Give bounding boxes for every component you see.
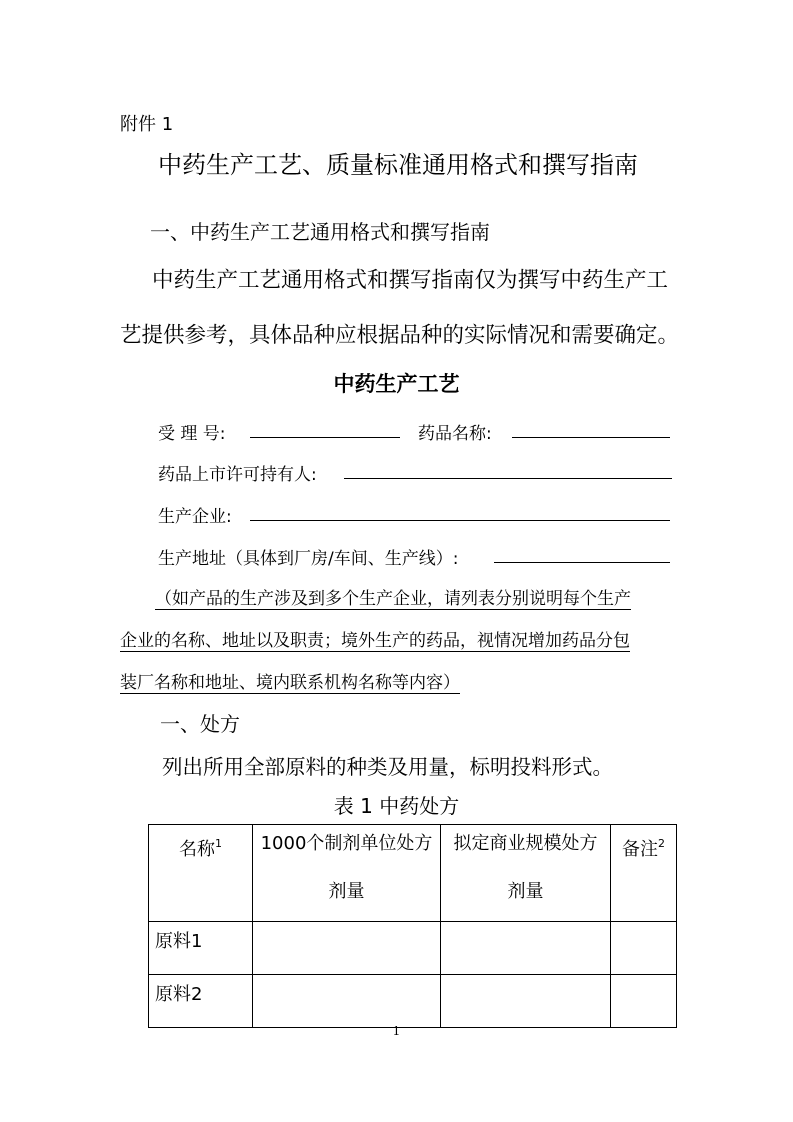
prescription-instruction: 列出所用全部原料的种类及用量，标明投料形式。 — [162, 755, 613, 779]
production-address-label: 生产地址（具体到厂房/车间、生产线）: — [158, 549, 459, 569]
table-caption: 表 1 中药处方 — [333, 794, 460, 818]
table-cell[interactable] — [441, 922, 611, 975]
table-cell: 原料1 — [149, 922, 253, 975]
table-cell[interactable] — [253, 975, 441, 1028]
table-cell[interactable] — [253, 922, 441, 975]
note-line-3: 装厂名称和地址、境内联系机构名称等内容） — [120, 673, 460, 693]
header-dose-commercial-scale: 拟定商业规模处方 剂量 — [441, 825, 611, 922]
prescription-table — [148, 824, 677, 1028]
table-row — [149, 975, 677, 1028]
acceptance-number-label: 受 理 号: — [158, 424, 226, 444]
table-header-row — [149, 825, 677, 922]
intro-paragraph-line-2: 艺提供参考，具体品种应根据品种的实际情况和需要确定。 — [120, 323, 680, 348]
header-remarks: 备注$^2$ — [611, 825, 677, 922]
table-cell[interactable] — [441, 975, 611, 1028]
table-row — [149, 922, 677, 975]
manufacturer-label: 生产企业: — [158, 507, 232, 527]
prescription-heading: 一、处方 — [160, 712, 240, 736]
mah-input-line[interactable] — [344, 478, 672, 479]
header-dose-per-1000-units: 1000个制剂单位处方 剂量 — [253, 825, 441, 922]
drug-name-label: 药品名称: — [418, 424, 492, 444]
table-cell: 原料2 — [149, 975, 253, 1028]
mah-label: 药品上市许可持有人: — [158, 465, 317, 485]
note-line-2: 企业的名称、地址以及职责；境外生产的药品，视情况增加药品分包 — [120, 631, 630, 651]
header-name: 名称$^1$ — [149, 825, 253, 922]
table-cell[interactable] — [611, 975, 677, 1028]
drug-name-input-line[interactable] — [512, 437, 670, 438]
form-title: 中药生产工艺 — [333, 372, 460, 396]
document-title: 中药生产工艺、质量标准通用格式和撰写指南 — [158, 151, 638, 179]
note-line-1: （如产品的生产涉及到多个生产企业，请列表分别说明每个生产 — [155, 589, 631, 609]
attachment-label: 附件 1 — [120, 114, 174, 135]
manufacturer-input-line[interactable] — [250, 520, 670, 521]
page-number: 1 — [392, 1024, 401, 1038]
acceptance-number-input-line[interactable] — [250, 437, 400, 438]
production-address-input-line[interactable] — [494, 562, 670, 563]
intro-paragraph-line-1: 中药生产工艺通用格式和撰写指南仅为撰写中药生产工 — [152, 268, 669, 293]
table-cell[interactable] — [611, 922, 677, 975]
section-heading: 一、中药生产工艺通用格式和撰写指南 — [150, 220, 490, 244]
